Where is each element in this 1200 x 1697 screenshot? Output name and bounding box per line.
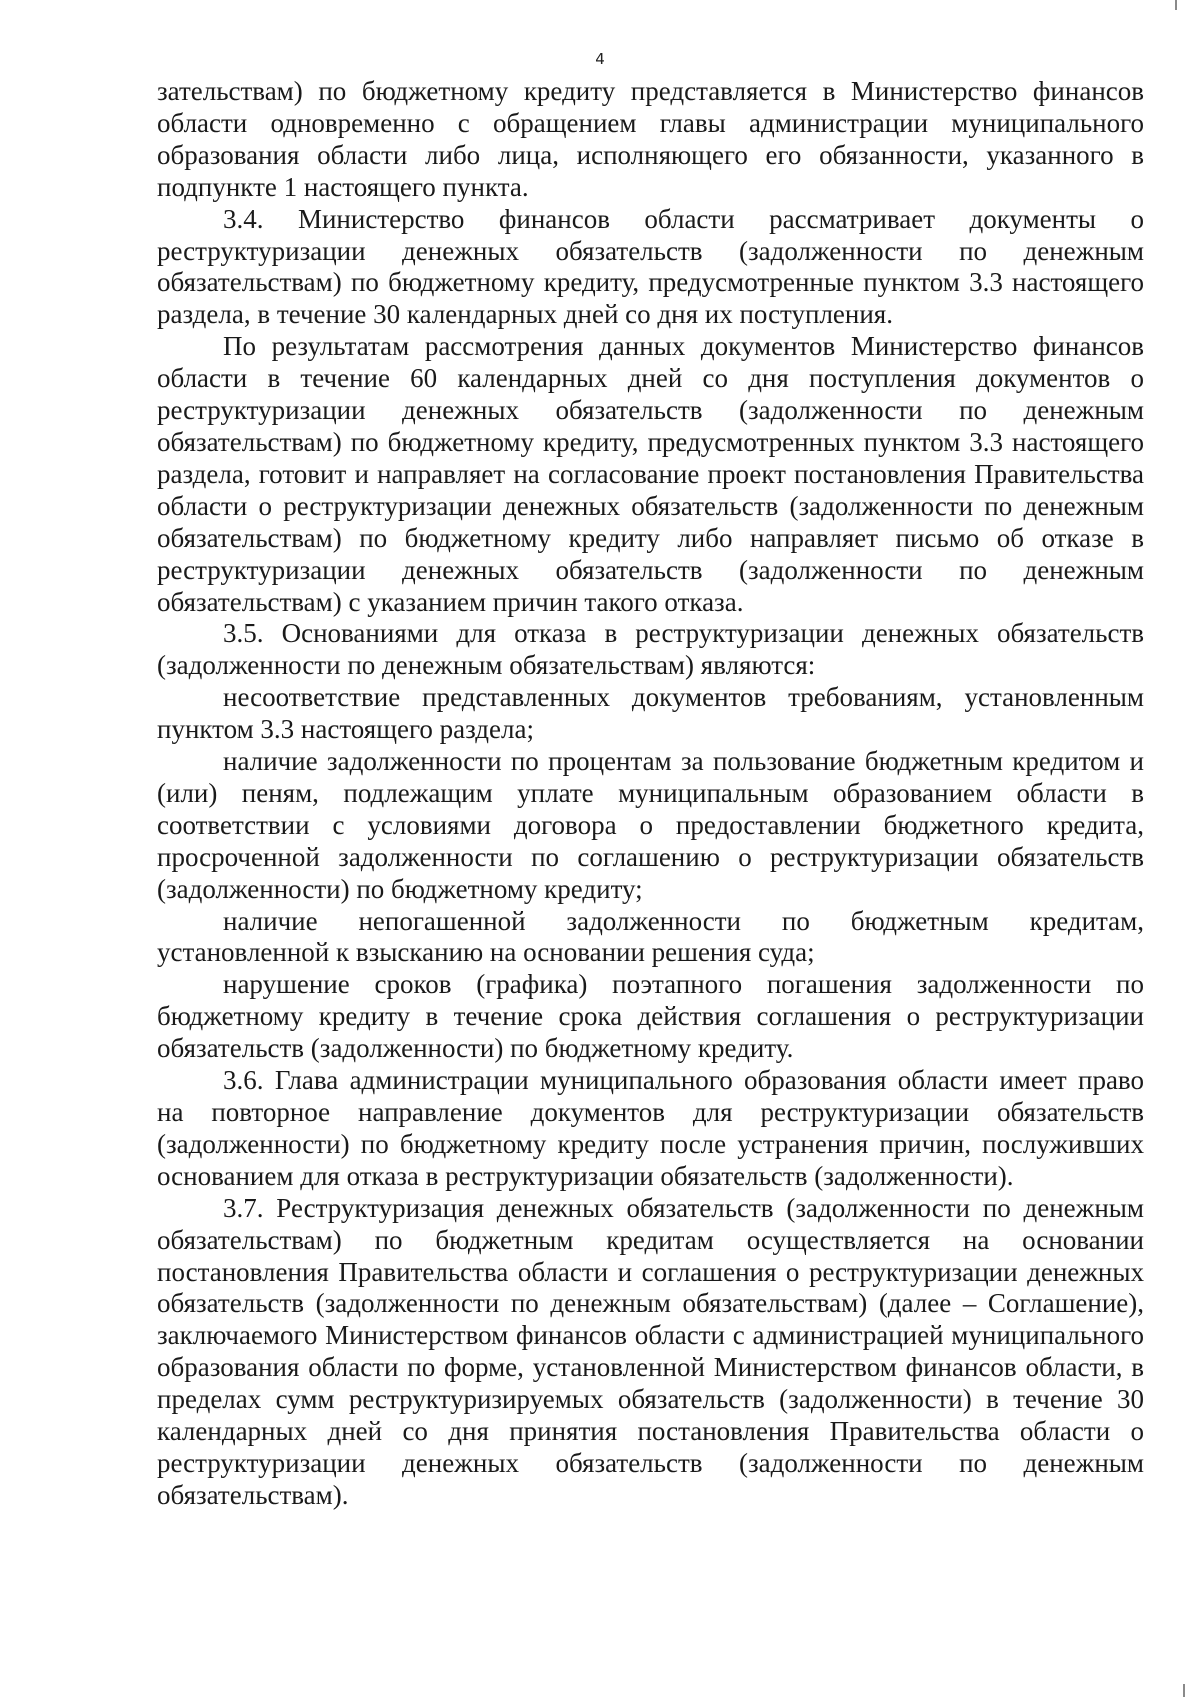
paragraph-3-6: 3.6. Глава администрации муниципального образования области имеет право на повторное направление документов для реструктуризации обязательств (задолженности) по бюджетному кредиту после устранения причин, послуживших основанием для отказа в реструктуризации обязательств (задолженности).	[157, 1065, 1144, 1191]
paragraph-review-results: По результатам рассмотрения данных документов Министерство финансов области в течение 60 календарных дней со дня поступления документов о реструктуризации денежных обязательств (задолженности по денежным обязательствам) по бюджетному кредиту, предусмотренных пунктом 3.3 настоящего раздела, готовит и направляет на согласование проект постановления Правительства области о реструктуризации денежных обязательств (задолженности по денежным обязательствам) по бюджетному кредиту либо направляет письмо об отказе в реструктуризации денежных обязательств (задолженности по денежным обязательствам) с указанием причин такого отказа.	[157, 331, 1144, 617]
scan-edge-mark	[1175, 0, 1177, 10]
paragraph-3-4: 3.4. Министерство финансов области рассматривает документы о реструктуризации денежных обязательств (задолженности по денежным обязательствам) по бюджетному кредиту, предусмотренные пунктом 3.3 настоящего раздела, в течение 30 календарных дней со дня их поступления.	[157, 203, 1144, 330]
document-body	[157, 76, 1144, 1512]
paragraph-continuation: зательствам) по бюджетному кредиту представляется в Министерство финансов области одновременно с обращением главы администрации муниципального образования области либо лица, исполняющего его обязанности, указанного в подпункте 1 настоящего пункта.	[157, 76, 1144, 202]
paragraph-3-7: 3.7. Реструктуризация денежных обязательств (задолженности по денежным обязательствам) по бюджетным кредитам осуществляется на основании постановления Правительства области и соглашения о реструктуризации денежных обязательств (задолженности по денежным обязательствам) (далее – Соглашение), заключаемого Министерством финансов области с администрацией муниципального образования области по форме, установленной Министерством финансов области, в пределах сумм реструктуризируемых обязательств (задолженности) в течение 30 календарных дней со дня принятия постановления Правительства области о реструктуризации денежных обязательств (задолженности по денежным обязательствам).	[157, 1192, 1144, 1510]
refusal-ground-court-debt: наличие непогашенной задолженности по бюджетным кредитам, установленной к взысканию на основании решения суда;	[157, 905, 1144, 968]
refusal-ground-interest-debt: наличие задолженности по процентам за пользование бюджетным кредитом и (или) пеням, подлежащим уплате муниципальным образованием области в соответствии с условиями договора о предоставлении бюджетного кредита, просроченной задолженности по соглашению о реструктуризации обязательств (задолженности) по бюджетному кредиту;	[157, 746, 1144, 904]
paragraph-3-5: 3.5. Основаниями для отказа в реструктуризации денежных обязательств (задолженности по денежным обязательствам) являются:	[157, 618, 1144, 681]
refusal-ground-documents: несоответствие представленных документов требованиям, установленным пунктом 3.3 настоящего раздела;	[157, 682, 1144, 745]
page-number: 4	[595, 50, 605, 68]
refusal-ground-schedule-violation: нарушение сроков (графика) поэтапного погашения задолженности по бюджетному кредиту в течение срока действия соглашения о реструктуризации обязательств (задолженности) по бюджетному кредиту.	[157, 969, 1144, 1064]
scan-edge-mark	[1183, 1684, 1185, 1697]
